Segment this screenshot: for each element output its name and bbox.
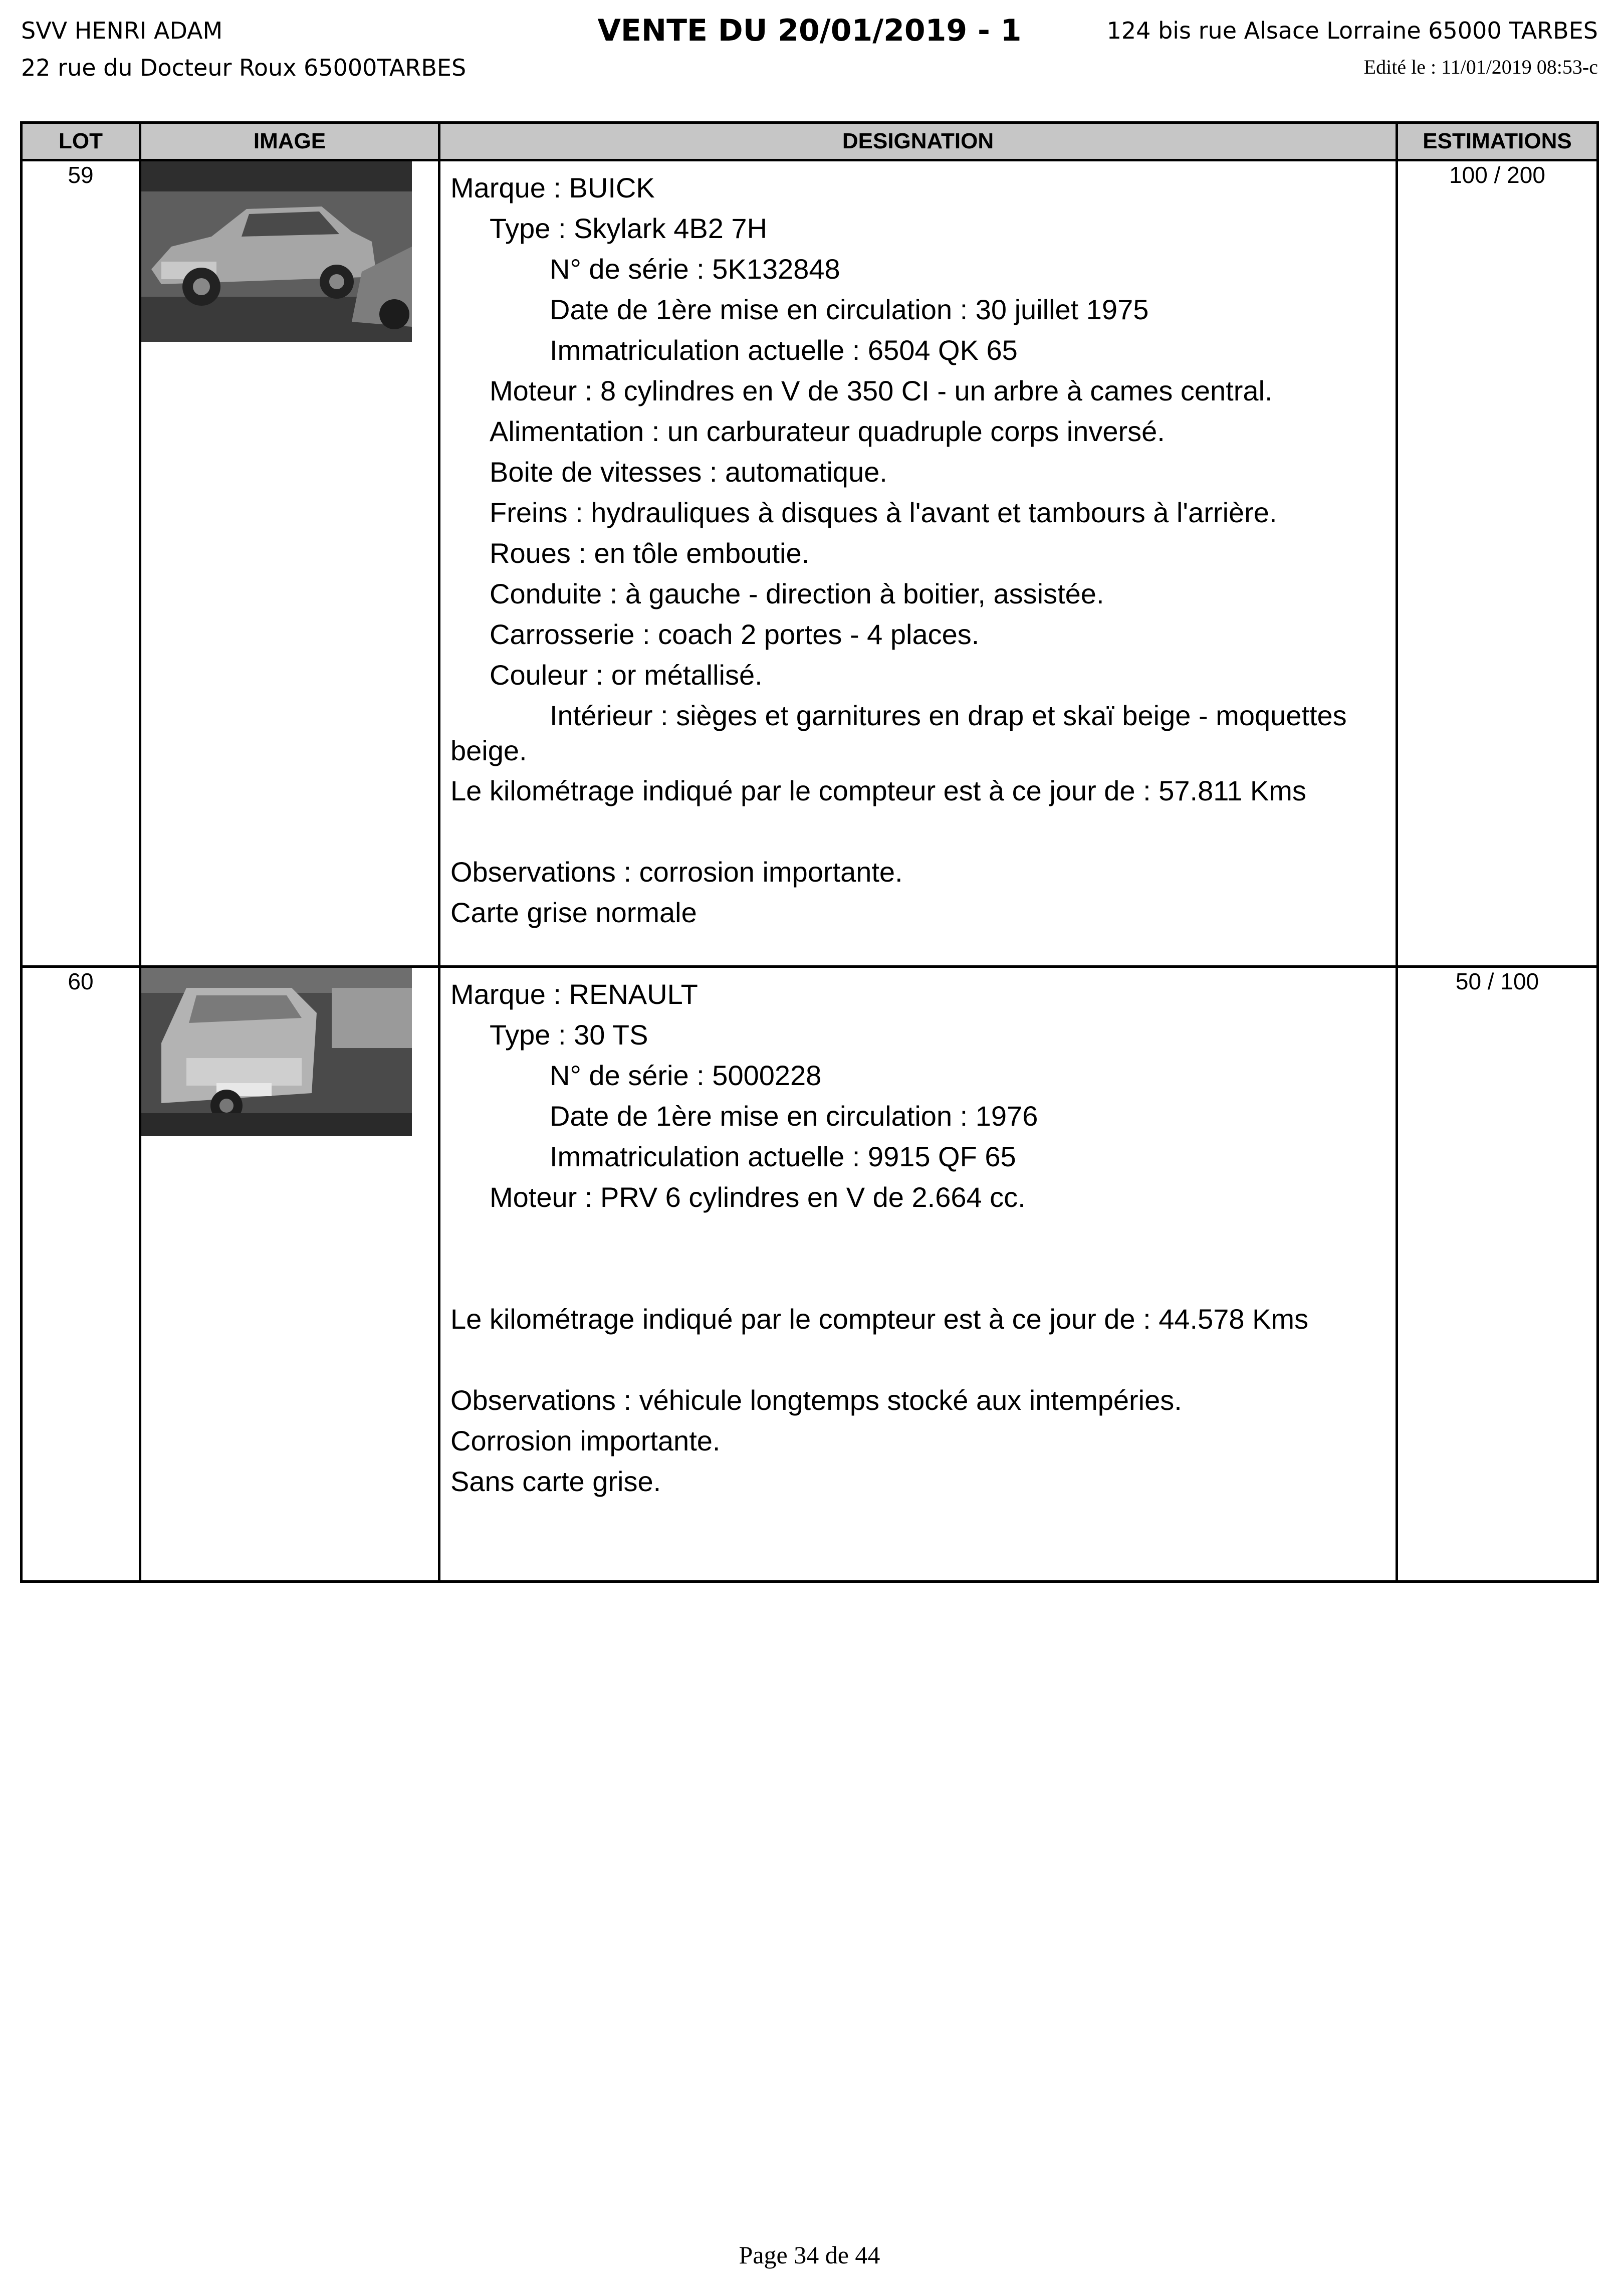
car-photo-buick [141, 161, 412, 342]
designation-line: Couleur : or métallisé. [490, 659, 763, 691]
page-title: VENTE DU 20/01/2019 - 1 [597, 13, 1022, 48]
table-row [22, 967, 1598, 1582]
designation-line: Moteur : PRV 6 cylindres en V de 2.664 cc. [490, 1181, 1026, 1213]
column-header-image: IMAGE [140, 123, 439, 160]
company-name: SVV HENRI ADAM [21, 17, 223, 44]
designation-line: Alimentation : un carburateur quadruple corps inversé. [490, 415, 1165, 447]
lots-table [20, 121, 1599, 1583]
lot-number: 59 [22, 160, 140, 967]
edit-timestamp: Edité le : 11/01/2019 08:53-c [1363, 56, 1598, 78]
designation-line: Boite de vitesses : automatique. [490, 456, 887, 488]
page-number: Page 34 de 44 [739, 2241, 880, 2269]
table-header-row [22, 123, 1598, 160]
designation-line: Carte grise normale [450, 897, 697, 928]
car-photo-renault [141, 968, 412, 1136]
designation-line: Conduite : à gauche - direction à boitier, assistée. [490, 578, 1104, 609]
lot-number: 60 [22, 967, 140, 1582]
sale-location-address: 124 bis rue Alsace Lorraine 65000 TARBES [1106, 17, 1598, 44]
designation-line: Date de 1ère mise en circulation : 1976 [550, 1100, 1038, 1132]
designation-line: Roues : en tôle emboutie. [490, 537, 810, 569]
designation-cell [439, 967, 1397, 1582]
company-address: 22 rue du Docteur Roux 65000TARBES [21, 54, 467, 81]
designation-line: Le kilométrage indiqué par le compteur est à ce jour de : 57.811 Kms [450, 775, 1306, 806]
designation-cell [439, 160, 1397, 967]
estimation-value: 100 / 200 [1397, 160, 1598, 967]
designation-line: Date de 1ère mise en circulation : 30 juillet 1975 [550, 294, 1149, 325]
designation-line: N° de série : 5000228 [550, 1060, 822, 1091]
designation-line: Observations : corrosion importante. [450, 856, 903, 888]
designation-line: Type : Skylark 4B2 7H [490, 213, 768, 244]
designation-line: Immatriculation actuelle : 9915 QF 65 [550, 1141, 1016, 1172]
estimation-value: 50 / 100 [1397, 967, 1598, 1582]
column-header-lot: LOT [22, 123, 140, 160]
table-row [22, 160, 1598, 967]
designation-line: Sans carte grise. [450, 1466, 661, 1497]
column-header-estimations: ESTIMATIONS [1397, 123, 1598, 160]
designation-line: Le kilométrage indiqué par le compteur est à ce jour de : 44.578 Kms [450, 1303, 1309, 1335]
designation-line: Moteur : 8 cylindres en V de 350 CI - un arbre à cames central. [490, 375, 1273, 406]
designation-line: Observations : véhicule longtemps stocké aux intempéries. [450, 1384, 1182, 1416]
column-header-designation: DESIGNATION [439, 123, 1397, 160]
designation-line: Intérieur : sièges et garnitures en drap et skaï beige - moquettes [550, 700, 1347, 731]
designation-line: Immatriculation actuelle : 6504 QK 65 [550, 334, 1018, 366]
designation-line: Type : 30 TS [490, 1019, 648, 1051]
designation-line: Freins : hydrauliques à disques à l'avant et tambours à l'arrière. [490, 497, 1277, 528]
designation-line: Marque : BUICK [450, 172, 655, 203]
designation-line: beige. [450, 735, 527, 766]
designation-line: N° de série : 5K132848 [550, 253, 840, 285]
designation-line: Marque : RENAULT [450, 978, 698, 1010]
designation-line: Corrosion importante. [450, 1425, 721, 1456]
designation-line: Carrosserie : coach 2 portes - 4 places. [490, 618, 980, 650]
